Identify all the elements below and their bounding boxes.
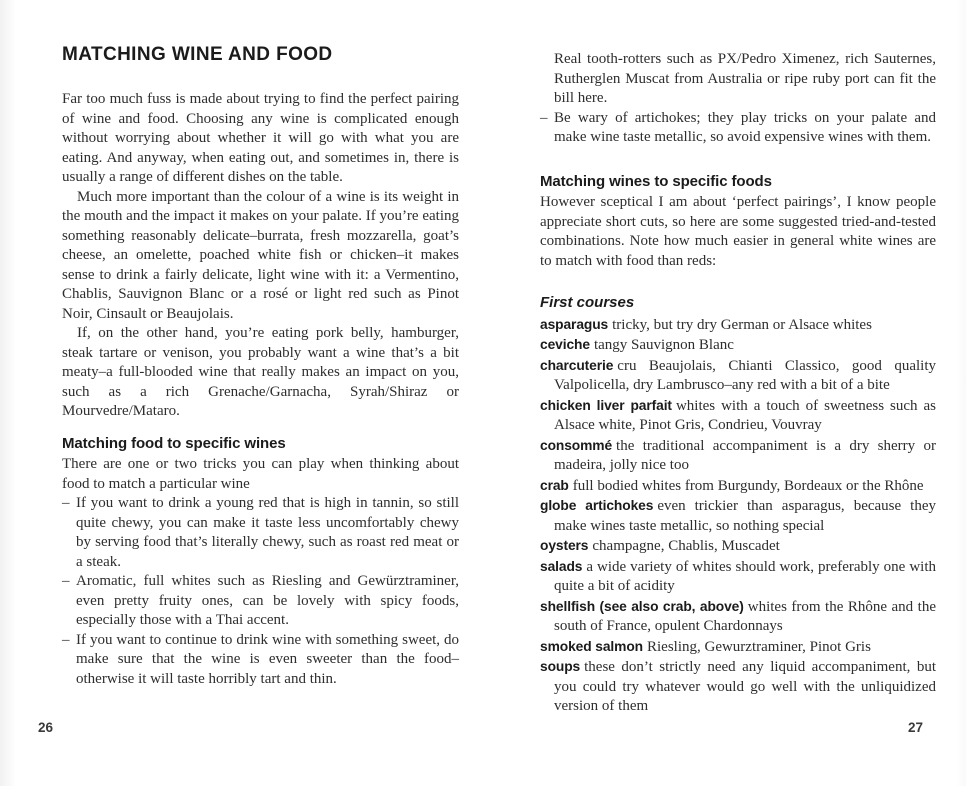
pairing-text: tangy Sauvignon Blanc (593, 337, 734, 353)
bullet-text: If you want to continue to drink wine with something sweet, do make sure that the wine is even sweeter than the food–otherwise it will taste horribly tart and thin. (76, 631, 459, 687)
pairing-text: these don’t strictly need any liquid accompaniment, but you could try whatever would go well with the unliquidized version of them (554, 659, 936, 714)
page-number-right: 27 (908, 720, 924, 735)
continuation-paragraph: Real tooth-rotters such as PX/Pedro Ximenez, rich Sauternes, Rutherglen Muscat from Australia or ripe ruby port can fit the bill here. (554, 51, 936, 106)
bullet-text: If you want to drink a young red that is high in tannin, so still quite chewy, you can make it taste less uncomfortably chewy by serving food that’s literally chewy, such as roast red meat or a steak. (76, 495, 459, 570)
food-term: consommé (540, 437, 613, 453)
bullet-text: Aromatic, full whites such as Riesling and Gewürztraminer, even pretty fruity ones, can be lovely with spicy foods, especially those with a Thai accent. (76, 573, 459, 628)
food-term: oysters (540, 538, 589, 553)
food-pairing-entry (540, 637, 936, 658)
food-pairing-entry (540, 657, 936, 717)
food-pairing-entry (540, 396, 936, 436)
dash-marker: – (62, 631, 70, 648)
section-intro: There are one or two tricks you can play when thinking about food to match a particular wine (62, 456, 459, 492)
dash-marker: – (62, 573, 70, 589)
food-pairing-entry (540, 335, 936, 356)
chapter-title: MATCHING WINE AND FOOD (62, 44, 333, 65)
tips-list (62, 494, 459, 689)
food-term: smoked salmon (540, 638, 643, 654)
food-term: chicken liver parfait (540, 397, 672, 413)
dash-marker: – (540, 109, 548, 126)
food-pairing-entry (540, 597, 936, 637)
bullet-item (62, 572, 459, 631)
food-term: charcuterie (540, 357, 614, 373)
paragraph: Far too much fuss is made about trying to find the perfect pairing of wine and food. Choosing any wine is complicated enough without worrying about whether it will go with what you are eating. And anyway, when eating out, and sometimes in, there is usually a range of different dishes on the table. (62, 91, 459, 185)
page-edge-shadow-left (0, 0, 16, 786)
food-term: soups (540, 659, 581, 674)
left-page (62, 44, 459, 689)
food-pairing-entry (540, 436, 936, 476)
bullet-item (62, 494, 459, 572)
pairing-text: the traditional accompaniment is a dry sherry or madeira, jolly nice too (554, 437, 936, 473)
pairing-text: full bodied whites from Burgundy, Bordeaux or the Rhône (572, 477, 924, 494)
food-term: salads (540, 558, 583, 574)
pairing-text: even trickier than asparagus, because they make wines taste metallic, so nothing special (554, 498, 936, 534)
pairing-list (540, 315, 936, 717)
pairing-text: Riesling, Gewurztraminer, Pinot Gris (646, 638, 871, 655)
food-pairing-entry (540, 356, 936, 396)
food-term: asparagus (540, 316, 609, 332)
right-page (540, 50, 936, 717)
pairing-text: a wide variety of whites should work, preferably one with quite a bit of acidity (554, 558, 936, 594)
dash-marker: – (62, 495, 70, 511)
paragraph: If, on the other hand, you’re eating pork belly, hamburger, steak tartare or venison, you probably want a wine that’s a bit meaty–a full-blooded wine that really makes an impact on you, such as a rich Grenache/Garnacha, Syrah/Shiraz or Mourvedre/Mataro. (62, 325, 459, 419)
subsection-heading: First courses (540, 294, 635, 311)
tips-list (540, 109, 936, 148)
section-heading: Matching food to specific wines (62, 434, 286, 452)
pairing-text: whites with a touch of sweetness such as Alsace white, Pinot Gris, Condrieu, Vouvray (554, 397, 936, 433)
bullet-text: Be wary of artichokes; they play tricks on your palate and make wine taste metallic, so avoid expensive wines with them. (554, 109, 936, 145)
food-pairing-entry (540, 315, 936, 336)
food-term: crab (540, 477, 569, 493)
food-pairing-entry (540, 496, 936, 536)
section-heading: Matching wines to specific foods (540, 172, 772, 190)
section-intro: However sceptical I am about ‘perfect pairings’, I know people appreciate short cuts, so here are some suggested tried-and-tested combinations. Note how much easier in general white wines are to match with food than reds: (540, 194, 936, 269)
pairing-text: whites from the Rhône and the south of France, opulent Chardonnays (554, 598, 936, 634)
pairing-text: champagne, Chablis, Muscadet (592, 538, 780, 554)
bullet-item (540, 109, 936, 148)
food-term: shellfish (see also crab, above) (540, 598, 744, 614)
food-pairing-entry (540, 476, 936, 497)
paragraph: Much more important than the colour of a wine is its weight in the mouth and the impact it makes on your palate. If you’re eating something reasonably delicate–burrata, fresh mozzarella, goat’s cheese, an omelette, poached white fish or chicken–it makes sense to drink a fairly delicate, light wine with it: a Vermentino, Chablis, Sauvignon Blanc or a rosé or light red such as Pinot Noir, Cinsault or Beaujolais. (62, 188, 459, 322)
page-edge-shadow-right (956, 0, 966, 786)
food-term: ceviche (540, 337, 590, 352)
bullet-item (62, 631, 459, 690)
food-term: globe artichokes (540, 498, 654, 513)
page-number-left: 26 (38, 720, 54, 735)
pairing-text: cru Beaujolais, Chianti Classico, good quality Valpolicella, dry Lambrusco–any red with a bit of a bite (554, 357, 936, 393)
pairing-text: tricky, but try dry German or Alsace whites (612, 316, 872, 333)
food-pairing-entry (540, 557, 936, 597)
food-pairing-entry (540, 536, 936, 557)
